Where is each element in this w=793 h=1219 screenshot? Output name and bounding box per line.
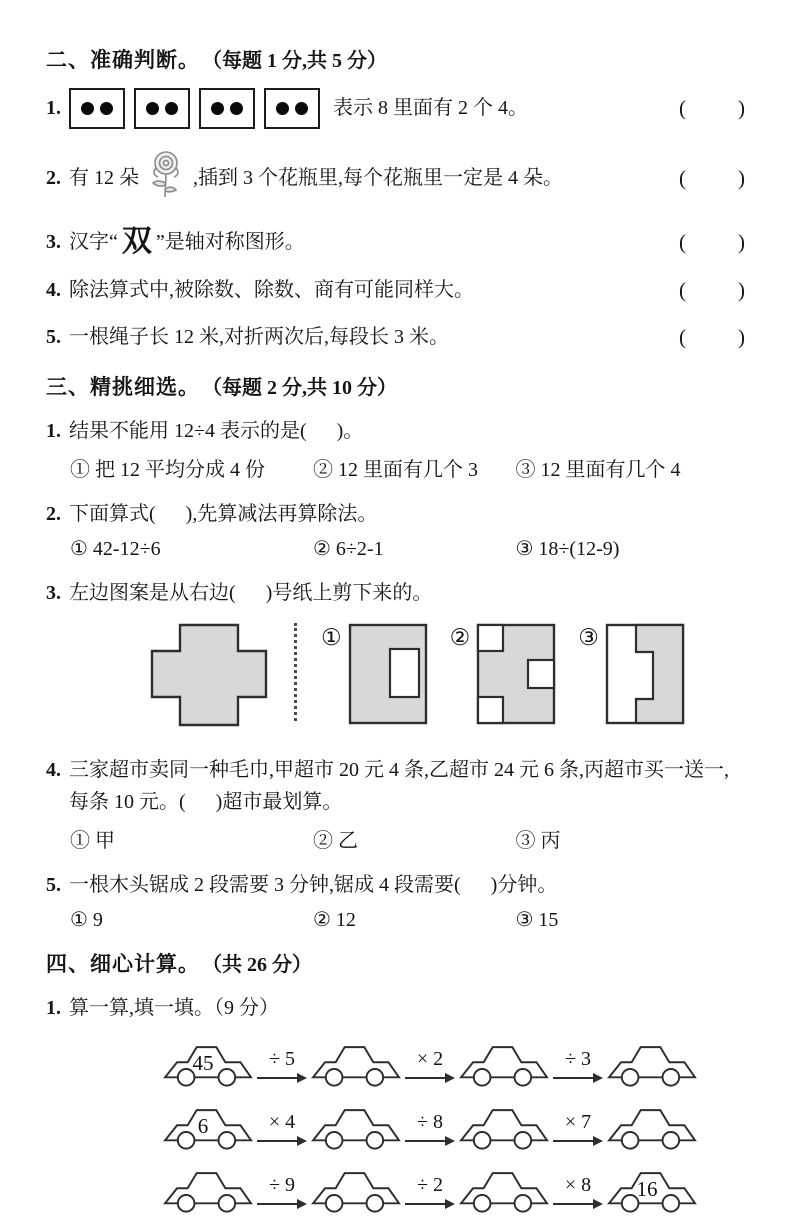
option-1: ① 甲	[70, 830, 115, 852]
choice-q1	[46, 415, 745, 482]
dot-box	[69, 88, 125, 129]
symmetry-character: 双	[121, 225, 152, 258]
operation-label: ÷ 9	[269, 1174, 295, 1196]
paren-close: )	[738, 96, 745, 120]
dot-icon	[276, 102, 289, 115]
item-number: 5.	[46, 874, 61, 896]
choice-q1-options	[46, 453, 745, 482]
car-icon	[458, 1101, 550, 1156]
section-calc-score: （共 26 分）	[202, 954, 312, 976]
operation-step	[254, 1049, 310, 1084]
paren-open: (	[679, 165, 686, 190]
choice-q5-options	[46, 907, 745, 932]
item-text: ”是轴对称图形。	[155, 230, 305, 253]
figure-option-3	[578, 623, 685, 730]
judge-item-2	[46, 149, 745, 207]
dot-icon	[230, 102, 243, 115]
arrow-right-icon	[553, 1198, 603, 1210]
judge-item-1	[46, 88, 745, 129]
item-number: 4.	[46, 759, 61, 781]
car-chain-row-2	[162, 1101, 745, 1156]
answer-parentheses	[679, 96, 745, 121]
choice-q4	[46, 754, 745, 853]
operation-step	[254, 1175, 310, 1210]
operation-step	[550, 1175, 606, 1210]
answer-parentheses	[679, 325, 745, 350]
dot-box	[134, 88, 190, 129]
section-choice-score: （每题 2 分,共 10 分）	[202, 377, 397, 399]
arrow-right-icon	[257, 1135, 307, 1147]
car-icon	[310, 1101, 402, 1156]
arrow-right-icon	[405, 1072, 455, 1084]
paren-open: (	[679, 96, 686, 120]
car-value: 45	[192, 1051, 214, 1075]
choice-q3	[46, 577, 745, 732]
question-text: 下面算式( ),先算减法再算除法。	[69, 503, 378, 525]
item-number: 1.	[46, 420, 61, 442]
paren-open: (	[679, 229, 686, 254]
paren-open: (	[679, 278, 686, 302]
option-1: ① 把 12 平均分成 4 份	[70, 459, 265, 481]
section-judge-score: （每题 1 分,共 5 分）	[202, 50, 387, 72]
item-number: 3.	[46, 230, 61, 253]
choice-q5	[46, 869, 745, 932]
arrow-right-icon	[257, 1072, 307, 1084]
operation-label: ÷ 5	[269, 1048, 295, 1070]
choice-q4-options	[46, 824, 745, 853]
operation-label: ÷ 3	[565, 1048, 591, 1070]
question-text: 结果不能用 12÷4 表示的是( )。	[69, 420, 364, 442]
item-number: 1.	[46, 997, 61, 1019]
car-value: 16	[636, 1177, 658, 1201]
answer-parentheses	[679, 230, 745, 255]
paren-close: )	[738, 165, 745, 190]
dot-icon	[81, 102, 94, 115]
calc-q1-text: 算一算,填一填。	[69, 997, 214, 1019]
item-text: ,插到 3 个花瓶里,每个花瓶里一定是 4 朵。	[193, 166, 563, 189]
car-icon	[162, 1038, 254, 1093]
car-icon	[310, 1038, 402, 1093]
dot-icon	[146, 102, 159, 115]
cutout-shape-2	[476, 623, 556, 730]
item-number: 5.	[46, 326, 61, 348]
operation-label: ÷ 2	[417, 1174, 443, 1196]
dot-icon	[211, 102, 224, 115]
judge-item-1-body	[69, 88, 669, 129]
dot-icon	[295, 102, 308, 115]
operation-step	[550, 1049, 606, 1084]
car-icon	[162, 1164, 254, 1219]
option-2: ② 乙	[313, 830, 358, 852]
car-value: 6	[197, 1114, 209, 1138]
calc-q1	[46, 992, 745, 1024]
question-text: 三家超市卖同一种毛巾,甲超市 20 元 4 条,乙超市 24 元 6 条,丙超市买一送一,每条 10 元。( )超市最划算。	[69, 759, 729, 813]
cross-pattern-shape	[150, 623, 268, 732]
option-1: ① 9	[70, 909, 103, 931]
item-text: 一根绳子长 12 米,对折两次后,每段长 3 米。	[69, 326, 449, 348]
arrow-right-icon	[553, 1135, 603, 1147]
section-choice-title: 三、精挑细选。	[46, 376, 200, 399]
option-2: ② 12	[313, 909, 356, 931]
car-icon	[458, 1164, 550, 1219]
option-3: ③ 15	[515, 909, 559, 931]
item-number: 2.	[46, 503, 61, 525]
dot-box	[199, 88, 255, 129]
paren-close: )	[738, 229, 745, 254]
judge-item-3	[46, 227, 745, 257]
option-1: ① 42-12÷6	[70, 538, 161, 560]
operation-step	[402, 1049, 458, 1084]
car-icon	[606, 1164, 698, 1219]
dotted-divider	[294, 623, 297, 721]
section-choice-header	[46, 371, 745, 401]
car-icon	[606, 1101, 698, 1156]
operation-label: × 4	[268, 1111, 296, 1133]
item-text: 有 12 朵	[69, 166, 139, 189]
judge-item-3-body	[69, 227, 669, 257]
item-text: 除法算式中,被除数、除数、商有可能同样大。	[69, 279, 474, 301]
paren-close: )	[738, 278, 745, 302]
operation-step	[550, 1112, 606, 1147]
car-chain-row-3	[162, 1164, 745, 1219]
operation-step	[254, 1112, 310, 1147]
cutout-shape-1	[348, 623, 428, 730]
section-judge-header	[46, 44, 745, 74]
judge-item-2-body	[69, 149, 669, 207]
section-judge-title: 二、准确判断。	[46, 49, 200, 72]
calc-q1-score: （9 分）	[214, 997, 279, 1019]
car-icon	[310, 1164, 402, 1219]
item-number: 4.	[46, 279, 61, 301]
operation-label: × 2	[416, 1048, 444, 1070]
option-2: ② 12 里面有几个 3	[313, 459, 478, 481]
car-icon	[606, 1038, 698, 1093]
judge-item-4	[46, 277, 745, 304]
option-3: ③ 丙	[515, 830, 561, 852]
item-text: 汉字“	[69, 230, 118, 253]
answer-parentheses	[679, 166, 745, 191]
section-calc-title: 四、细心计算。	[46, 953, 200, 976]
item-number: 2.	[46, 166, 61, 189]
cutout-shape-3	[605, 623, 685, 730]
option-3: ③ 12 里面有几个 4	[515, 459, 681, 481]
paper-cut-figure	[150, 623, 745, 732]
option-3: ③ 18÷(12-9)	[515, 538, 620, 560]
item-number: 3.	[46, 582, 61, 604]
arrow-right-icon	[553, 1072, 603, 1084]
operation-label: × 8	[564, 1174, 592, 1196]
operation-step	[402, 1112, 458, 1147]
figure-option-1	[321, 623, 428, 730]
figure-label-1: ①	[321, 625, 342, 650]
car-icon	[458, 1038, 550, 1093]
section-calc-header	[46, 948, 745, 978]
dot-icon	[100, 102, 113, 115]
choice-q2-options	[46, 536, 745, 561]
operation-step	[402, 1175, 458, 1210]
arrow-right-icon	[405, 1135, 455, 1147]
question-text: 一根木头锯成 2 段需要 3 分钟,锯成 4 段需要( )分钟。	[69, 874, 558, 896]
figure-label-2: ②	[449, 625, 471, 650]
figure-option-2	[450, 623, 557, 730]
car-icon	[162, 1101, 254, 1156]
answer-parentheses	[679, 278, 745, 303]
rose-icon	[145, 149, 187, 207]
paren-open: (	[679, 325, 686, 349]
operation-label: × 7	[564, 1111, 592, 1133]
arrow-right-icon	[405, 1198, 455, 1210]
question-text	[69, 992, 745, 1024]
choice-q2	[46, 498, 745, 561]
item-text: 表示 8 里面有 2 个 4。	[333, 97, 528, 119]
figure-label-3: ③	[578, 625, 599, 650]
option-2: ② 6÷2-1	[313, 538, 384, 560]
arrow-right-icon	[257, 1198, 307, 1210]
question-text: 左边图案是从右边( )号纸上剪下来的。	[69, 582, 433, 604]
paren-close: )	[738, 325, 745, 349]
dot-icon	[165, 102, 178, 115]
judge-item-5	[46, 324, 745, 351]
operation-label: ÷ 8	[417, 1111, 443, 1133]
dot-box	[264, 88, 320, 129]
car-chain-row-1	[162, 1038, 745, 1093]
item-number: 1.	[46, 97, 61, 119]
